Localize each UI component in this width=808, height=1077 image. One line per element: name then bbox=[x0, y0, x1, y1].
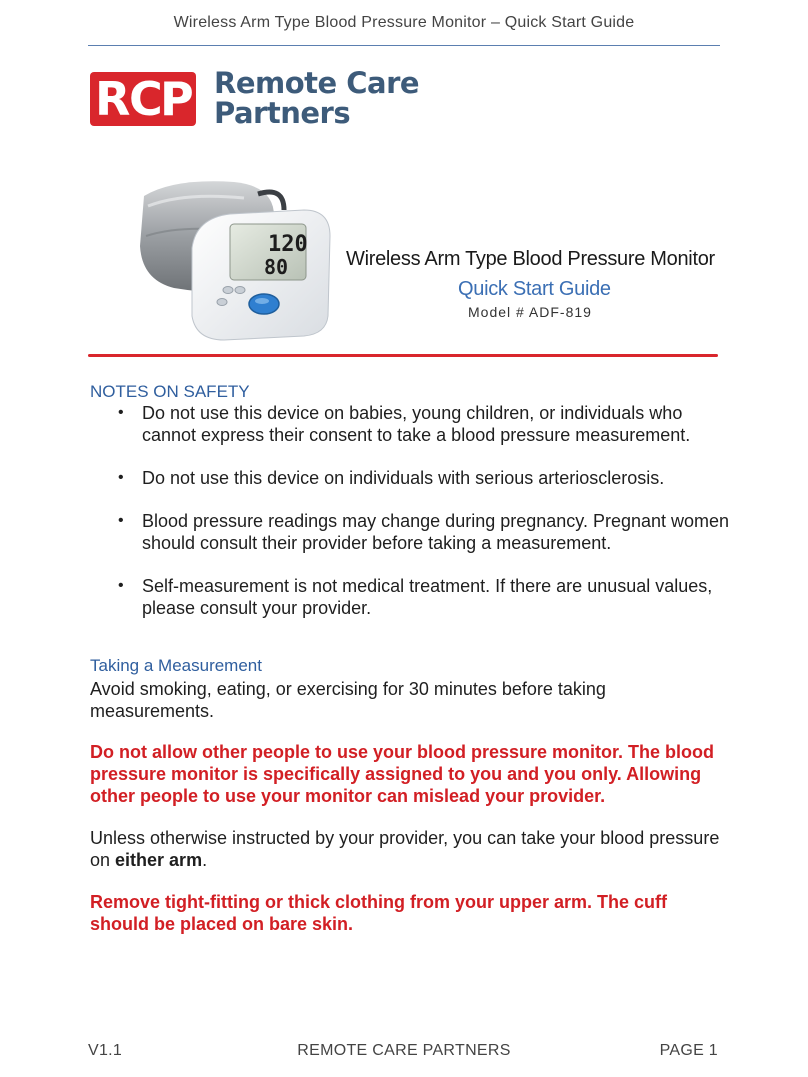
logo-text-line2: Partners bbox=[214, 96, 351, 130]
arm-instruction-bold: either arm bbox=[115, 850, 203, 870]
bullet: • bbox=[118, 577, 124, 594]
measurement-instruction: Avoid smoking, eating, or exercising for 30 minutes before taking measurements. bbox=[90, 679, 606, 721]
product-title: Wireless Arm Type Blood Pressure Monitor bbox=[346, 248, 715, 270]
footer-version: V1.1 bbox=[88, 1042, 123, 1059]
company-logo bbox=[90, 66, 420, 130]
logo-text bbox=[214, 68, 419, 128]
bullet: • bbox=[118, 404, 124, 421]
header-rule bbox=[88, 45, 720, 46]
arm-instruction-prefix: Unless otherwise instructed by your provider, you can take your blood pressure on bbox=[90, 828, 720, 870]
footer-company: REMOTE CARE PARTNERS bbox=[297, 1042, 511, 1059]
list-item bbox=[90, 402, 730, 446]
sharing-warning: Do not allow other people to use your blood pressure monitor. The blood pressure monitor is specifically assigned to you and you only. Allowing other people to use your monitor can mislead your provider. bbox=[90, 742, 715, 806]
measurement-heading: Taking a Measurement bbox=[90, 656, 262, 675]
logo-mark bbox=[90, 72, 196, 126]
safety-item-text: Do not use this device on individuals with serious arteriosclerosis. bbox=[142, 468, 665, 488]
list-item bbox=[90, 467, 730, 489]
running-header: Wireless Arm Type Blood Pressure Monitor – Quick Start Guide bbox=[173, 14, 635, 31]
safety-item-text: Self-measurement is not medical treatment. If there are unusual values, please consult your provider. bbox=[142, 576, 713, 618]
arm-instruction bbox=[90, 827, 730, 871]
small-button bbox=[235, 287, 245, 294]
bullet: • bbox=[118, 469, 124, 486]
list-item bbox=[90, 510, 730, 554]
safety-item-text: Blood pressure readings may change during pregnancy. Pregnant women should consult their provider before taking a measurement. bbox=[142, 511, 730, 553]
small-button bbox=[223, 287, 233, 294]
screen-systolic: 120 bbox=[268, 232, 308, 257]
list-item bbox=[90, 575, 730, 619]
bullet: • bbox=[118, 512, 124, 529]
start-button bbox=[249, 294, 279, 314]
product-model: Model # ADF-819 bbox=[468, 304, 592, 320]
logo-text-line1: Remote Care bbox=[214, 66, 420, 100]
start-button-highlight bbox=[255, 298, 269, 304]
clothing-warning: Remove tight-fitting or thick clothing from your upper arm. The cuff should be placed on bare skin. bbox=[90, 892, 668, 934]
section-divider bbox=[88, 354, 718, 357]
footer-page: PAGE 1 bbox=[659, 1042, 718, 1059]
safety-heading: NOTES ON SAFETY bbox=[90, 382, 250, 401]
safety-list bbox=[90, 402, 730, 640]
logo-letter-c: C bbox=[129, 72, 163, 126]
arm-instruction-suffix: . bbox=[202, 850, 208, 870]
blood-pressure-monitor-image bbox=[134, 176, 340, 346]
small-button bbox=[217, 299, 227, 306]
screen-diastolic: 80 bbox=[264, 255, 289, 279]
product-subtitle: Quick Start Guide bbox=[458, 278, 611, 300]
logo-letter-r: R bbox=[95, 72, 131, 126]
logo-letter-p: P bbox=[160, 72, 194, 126]
safety-item-text: Do not use this device on babies, young children, or individuals who cannot express their consent to take a blood pressure measurement. bbox=[142, 403, 691, 445]
